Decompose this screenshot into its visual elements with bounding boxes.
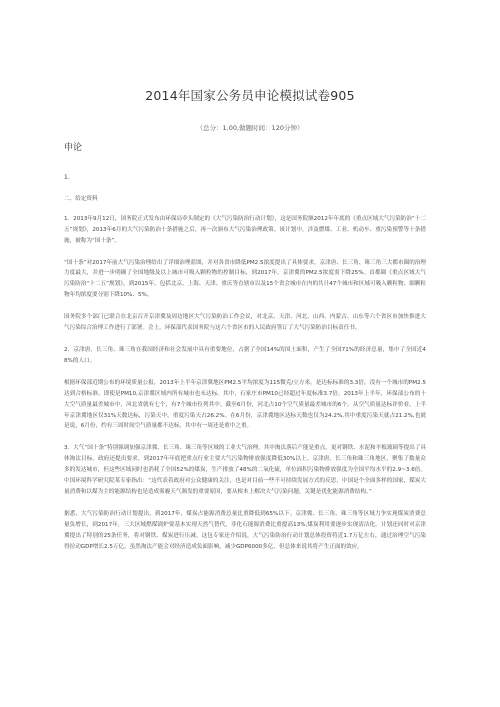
section-heading: 申论 [64,143,83,153]
document-body [64,140,426,563]
paragraph: “国十条”对2017年前大气污染治理给出了详细治理蓝图，并对各省市降低PM2.5浓度提出了具体要求，京津唐、长三角、珠三角三大都市圈的治理力度最大，并进一步明确了全国地级及以上城市可吸入颗粒物的控制目标，到2017年，京津冀的PM2.5浓度需下降25%。首都圈《重点区域大气污染防治“十二五”规划》，到2015年，包括北京、上海、天津、重庆等直辖市以及15个省会城市在内的共计47个城市和区域可吸入颗粒物、细颗粒物年均浓度要分别下降10%、5%。 [64,259,426,299]
paragraph: 据悉，大气污染防治行动计划提出，到2017年，煤炭占能源消费总量比重降低到65%以下。京津冀、长三角、珠三角等区域力争实现煤炭消费总量负增长，到2017年，三大区域燃煤锅炉要基本实现天然气替代，非化石能源消费比重提高13%,煤炭利用要逐步实现清洁化。计划还同时对京津冀提出了特别的25条任务，将对钢铁、煤炭进行压减。这包专家还介绍说，大气污染防治行动计划总体投资将近1.7万亿左右，通过治理空气污染得拉动GDP增长2.5万亿。虽然淘汰产能会对经济造成负面影响，减少GDP6000多亿，但总体来说其将产生正面的效应。 [64,510,426,550]
paragraph: 3．大气“国十条”特别强调加强京津冀、长三角、珠三角等区域的工业大气治理，其中淘汰落后产能是重点，更对钢铁、水泥和平板玻璃等提出了具体淘汰目标。政府还提出要求，到2017年年底把重点行业主要大气污染物排放强度降低30%以上。京津唐、长三角和珠三角地区，聚集了数量众多的发达城市，但这些区域同时也消耗了全国52%的煤炭，生产排放了48%的二氧化硫，单位面积污染物排放强度为全国平均水平的2.9~3.6倍。中国环境科学研究院某专家指出：“这代表着政府对公众健康的关注，也是对目前一些不可持续发展方式的反思，中国是个全面多样的国家，煤炭大量消费和以煤为主的能源结构也是造成雾霾天气频发的重要原因，要从根本上解决大气污染问题，关键是优化能源消费结构。” [64,445,426,495]
paragraph: 2．京津唐、长三角、珠三角在我国经济和社会发展中具有重要地位，占据了全国14%的国土面积，产生了全国71%的经济总量，集中了全国近48%的人口。 [64,346,426,364]
sub-heading: 二、给定资料 [64,195,98,202]
item-number: 1. [64,174,70,181]
paragraph: 根据环保部近期公布的环境质量公报，2013年上半年京津冀地区PM2.5平均浓度为115微克/立方米，是达标标准的3.3倍，没有一个城市的PM2.5达到合格标准。即使是PM10,京津冀区域内所有城市也未达标。其中，石家庄市PM10已经超过年度标准3.7倍。2013年上半年，环保部公布的十大空气质量最差城市中，河北省就有七个，有7个城市位列其中。截至6月份，河北占10个空气质量最差城市的6个。从空气质量达标评价看，上半年京津冀地区仅31%天数达标，污染天中，重度污染天占26.2%。在6月份，京津冀地区达标天数也仅为24.2%,其中重度污染天就占21.2%,也就是说，6月份，约有三周时间空气质量都不达标，其中有一周还是重中之重。 [64,379,426,430]
document-title: 2014年国家公务员申论模拟试卷905 [145,88,355,103]
paragraph: 国务院多个部门已联合在北京召开京津冀及周边地区大气污染防治工作会议，对北京、天津、河北、山西、内蒙古、山东等六个省区市加快推进大气污染综合治理工作进行了部署。会上，环保部代表国务院与这六个省区市的人民政府签订了大气污染防治目标责任书。 [64,314,426,332]
paragraph: 1．2013年9月12日，国务院正式发布由环保局牵头制定的《大气污染防治行动计划》，这是国务院继2012年年底的《重点区域大气污染防治“十二五”规划》，2013年6月的大气污染防治十条措施之后，再一次颁布大气污染治理政策。该计划中，涉及燃煤、工业、机动车、重污染预警等十条措施，被称为“国十条”。 [64,215,426,244]
document-subtitle: （总分：1.00,做题时间：120分钟） [196,124,304,132]
